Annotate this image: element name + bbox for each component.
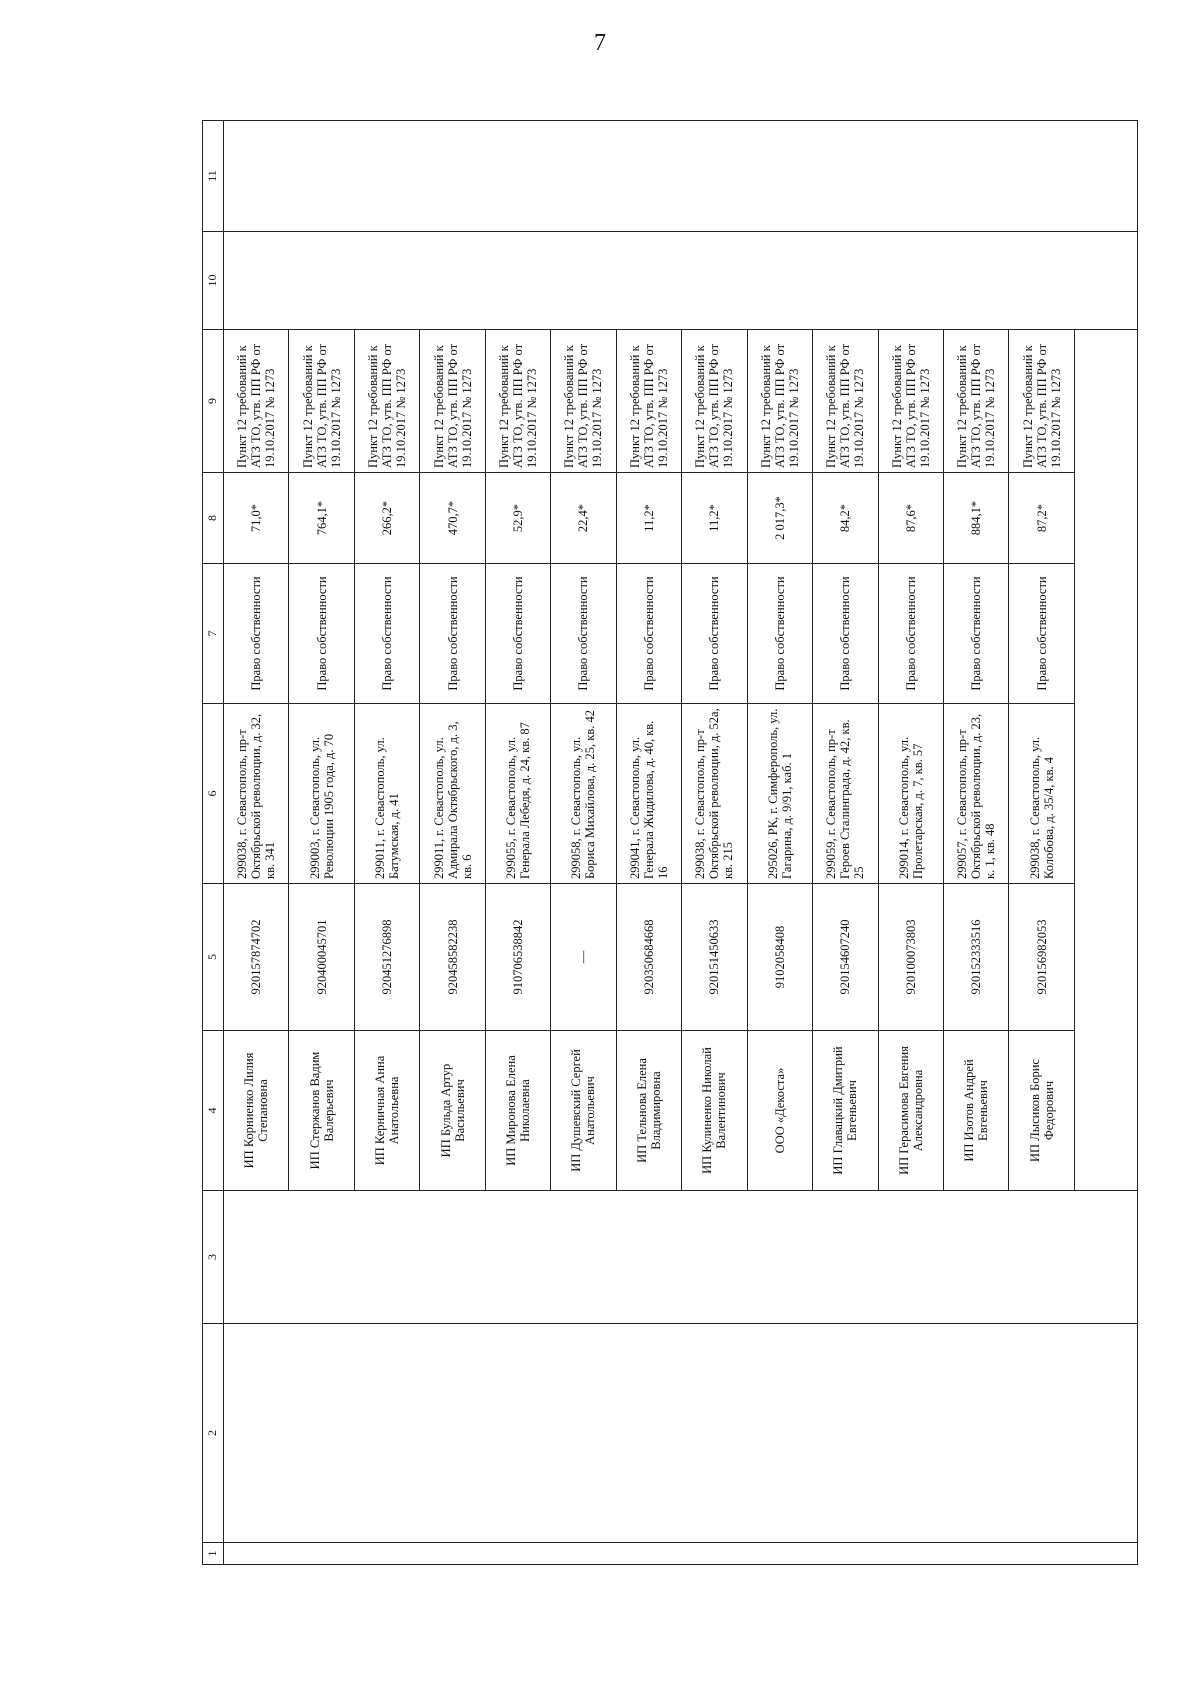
owner-name-cell: ИП Кулиненко Николай Валентинович <box>682 1031 747 1191</box>
cell-col-11 <box>224 121 1138 232</box>
owner-name-cell: ИП Керничная Анна Анатольевна <box>354 1031 419 1191</box>
inn-cell: 920100073803 <box>878 884 943 1031</box>
cell-col-3 <box>224 1191 1138 1324</box>
area-cell: 87,6* <box>878 473 943 564</box>
address-cell: 299055, г. Севастополь, ул. Генерала Лебедя, д. 24, кв. 87 <box>485 704 550 884</box>
column-number: 2 <box>203 1324 224 1543</box>
owner-name-cell: ООО «Декоста» <box>747 1031 812 1191</box>
right-type-cell: Право собственности <box>289 564 354 704</box>
address-cell: 299011, г. Севастополь, ул. Адмирала Октябрьского, д. 3, кв. 6 <box>420 704 485 884</box>
right-type-cell: Право собственности <box>747 564 812 704</box>
column-number: 3 <box>203 1191 224 1324</box>
area-cell: 52,9* <box>485 473 550 564</box>
column-number: 10 <box>203 232 224 330</box>
inn-cell: 910706538842 <box>485 884 550 1031</box>
address-cell: 299041, г. Севастополь, ул. Генерала Жидилова, д. 40, кв. 16 <box>616 704 681 884</box>
inn-cell: 920152333516 <box>943 884 1008 1031</box>
basis-cell: Пункт 12 требований к АТЗ ТО, утв. ПП РФ от 19.10.2017 № 1273 <box>943 330 1008 473</box>
area-cell: 266,2* <box>354 473 419 564</box>
table-row <box>224 121 289 1565</box>
basis-cell: Пункт 12 требований к АТЗ ТО, утв. ПП РФ от 19.10.2017 № 1273 <box>224 330 289 473</box>
column-number: 5 <box>203 884 224 1031</box>
right-type-cell: Право собственности <box>813 564 878 704</box>
basis-cell: Пункт 12 требований к АТЗ ТО, утв. ПП РФ от 19.10.2017 № 1273 <box>289 330 354 473</box>
basis-cell: Пункт 12 требований к АТЗ ТО, утв. ПП РФ от 19.10.2017 № 1273 <box>616 330 681 473</box>
owner-name-cell: ИП Душевский Сергей Анатольевич <box>551 1031 616 1191</box>
area-cell: 71,0* <box>224 473 289 564</box>
basis-cell: Пункт 12 требований к АТЗ ТО, утв. ПП РФ от 19.10.2017 № 1273 <box>878 330 943 473</box>
owner-name-cell: ИП Корниенко Лилия Степановна <box>224 1031 289 1191</box>
column-number: 4 <box>203 1031 224 1191</box>
address-cell: 299059, г. Севастополь, пр-т Героев Сталинграда, д. 42, кв. 25 <box>813 704 878 884</box>
right-type-cell: Право собственности <box>682 564 747 704</box>
owner-name-cell: ИП Тельнова Елена Владимировна <box>616 1031 681 1191</box>
right-type-cell: Право собственности <box>616 564 681 704</box>
area-cell: 764,1* <box>289 473 354 564</box>
right-type-cell: Право собственности <box>943 564 1008 704</box>
basis-cell: Пункт 12 требований к АТЗ ТО, утв. ПП РФ от 19.10.2017 № 1273 <box>1009 330 1075 473</box>
address-cell: 299011, г. Севастополь, ул. Батумская, д. 41 <box>354 704 419 884</box>
address-cell: 299038, г. Севастополь, пр-т Октябрьской революции, д. 52а, кв. 215 <box>682 704 747 884</box>
empty-cell <box>1075 330 1138 1191</box>
right-type-cell: Право собственности <box>551 564 616 704</box>
address-cell: 299058, г. Севастополь, ул. Бориса Михайлова, д. 25, кв. 42 <box>551 704 616 884</box>
address-cell: 299003, г. Севастополь, ул. Революции 1905 года, д. 70 <box>289 704 354 884</box>
column-number: 11 <box>203 121 224 232</box>
cell-col-1 <box>224 1543 1138 1565</box>
inn-cell: 920157874702 <box>224 884 289 1031</box>
address-cell: 299038, г. Севастополь, ул. Колобова, д. 35/4, кв. 4 <box>1009 704 1075 884</box>
owner-name-cell: ИП Миронова Елена Николаевна <box>485 1031 550 1191</box>
inn-cell: 920451276898 <box>354 884 419 1031</box>
owner-name-cell: ИП Лысиков Борис Федорович <box>1009 1031 1075 1191</box>
address-cell: 299038, г. Севастополь, пр-т Октябрьской революции, д. 32, кв. 341 <box>224 704 289 884</box>
owner-name-cell: ИП Герасимова Евгения Александровна <box>878 1031 943 1191</box>
area-cell: 2 017,3* <box>747 473 812 564</box>
inn-cell: 920458582238 <box>420 884 485 1031</box>
area-cell: 470,7* <box>420 473 485 564</box>
column-number: 6 <box>203 704 224 884</box>
basis-cell: Пункт 12 требований к АТЗ ТО, утв. ПП РФ от 19.10.2017 № 1273 <box>485 330 550 473</box>
inn-cell: 920151450633 <box>682 884 747 1031</box>
owner-name-cell: ИП Изотов Андрей Евгеньевич <box>943 1031 1008 1191</box>
right-type-cell: Право собственности <box>878 564 943 704</box>
cell-col-10 <box>224 232 1138 330</box>
basis-cell: Пункт 12 требований к АТЗ ТО, утв. ПП РФ от 19.10.2017 № 1273 <box>354 330 419 473</box>
column-number: 8 <box>203 473 224 564</box>
address-cell: 295026, РК, г. Симферополь, ул. Гагарина, д. 9/91, каб. 1 <box>747 704 812 884</box>
column-number: 7 <box>203 564 224 704</box>
basis-cell: Пункт 12 требований к АТЗ ТО, утв. ПП РФ от 19.10.2017 № 1273 <box>747 330 812 473</box>
address-cell: 299057, г. Севастополь, пр-т Октябрьской революции, д. 23, к. 1, кв. 48 <box>943 704 1008 884</box>
right-type-cell: Право собственности <box>224 564 289 704</box>
owner-name-cell: ИП Стержанов Вадим Валерьевич <box>289 1031 354 1191</box>
registry-table <box>202 120 1138 1565</box>
basis-cell: Пункт 12 требований к АТЗ ТО, утв. ПП РФ от 19.10.2017 № 1273 <box>813 330 878 473</box>
column-number-row <box>203 121 224 1565</box>
column-number: 9 <box>203 330 224 473</box>
right-type-cell: Право собственности <box>420 564 485 704</box>
rotated-table-area <box>202 121 1138 1565</box>
page-number: 7 <box>594 30 606 56</box>
inn-cell: 920156982053 <box>1009 884 1075 1031</box>
inn-cell: 920350684668 <box>616 884 681 1031</box>
area-cell: 884,1* <box>943 473 1008 564</box>
inn-cell: 9102058408 <box>747 884 812 1031</box>
area-cell: 11,2* <box>616 473 681 564</box>
area-cell: 84,2* <box>813 473 878 564</box>
area-cell: 22,4* <box>551 473 616 564</box>
basis-cell: Пункт 12 требований к АТЗ ТО, утв. ПП РФ от 19.10.2017 № 1273 <box>682 330 747 473</box>
right-type-cell: Право собственности <box>485 564 550 704</box>
inn-cell: 920154607240 <box>813 884 878 1031</box>
basis-cell: Пункт 12 требований к АТЗ ТО, утв. ПП РФ от 19.10.2017 № 1273 <box>551 330 616 473</box>
owner-name-cell: ИП Главацкий Дмитрий Евгеньевич <box>813 1031 878 1191</box>
area-cell: 87,2* <box>1009 473 1075 564</box>
cell-col-2 <box>224 1324 1138 1543</box>
table-rotation-frame <box>202 121 1138 1565</box>
owner-name-cell: ИП Бульда Артур Васильевич <box>420 1031 485 1191</box>
column-number: 1 <box>203 1543 224 1565</box>
inn-cell: 920400045701 <box>289 884 354 1031</box>
right-type-cell: Право собственности <box>1009 564 1075 704</box>
basis-cell: Пункт 12 требований к АТЗ ТО, утв. ПП РФ от 19.10.2017 № 1273 <box>420 330 485 473</box>
area-cell: 11,2* <box>682 473 747 564</box>
inn-cell: — <box>551 884 616 1031</box>
address-cell: 299014, г. Севастополь, ул. Пролетарская, д. 7, кв. 57 <box>878 704 943 884</box>
right-type-cell: Право собственности <box>354 564 419 704</box>
